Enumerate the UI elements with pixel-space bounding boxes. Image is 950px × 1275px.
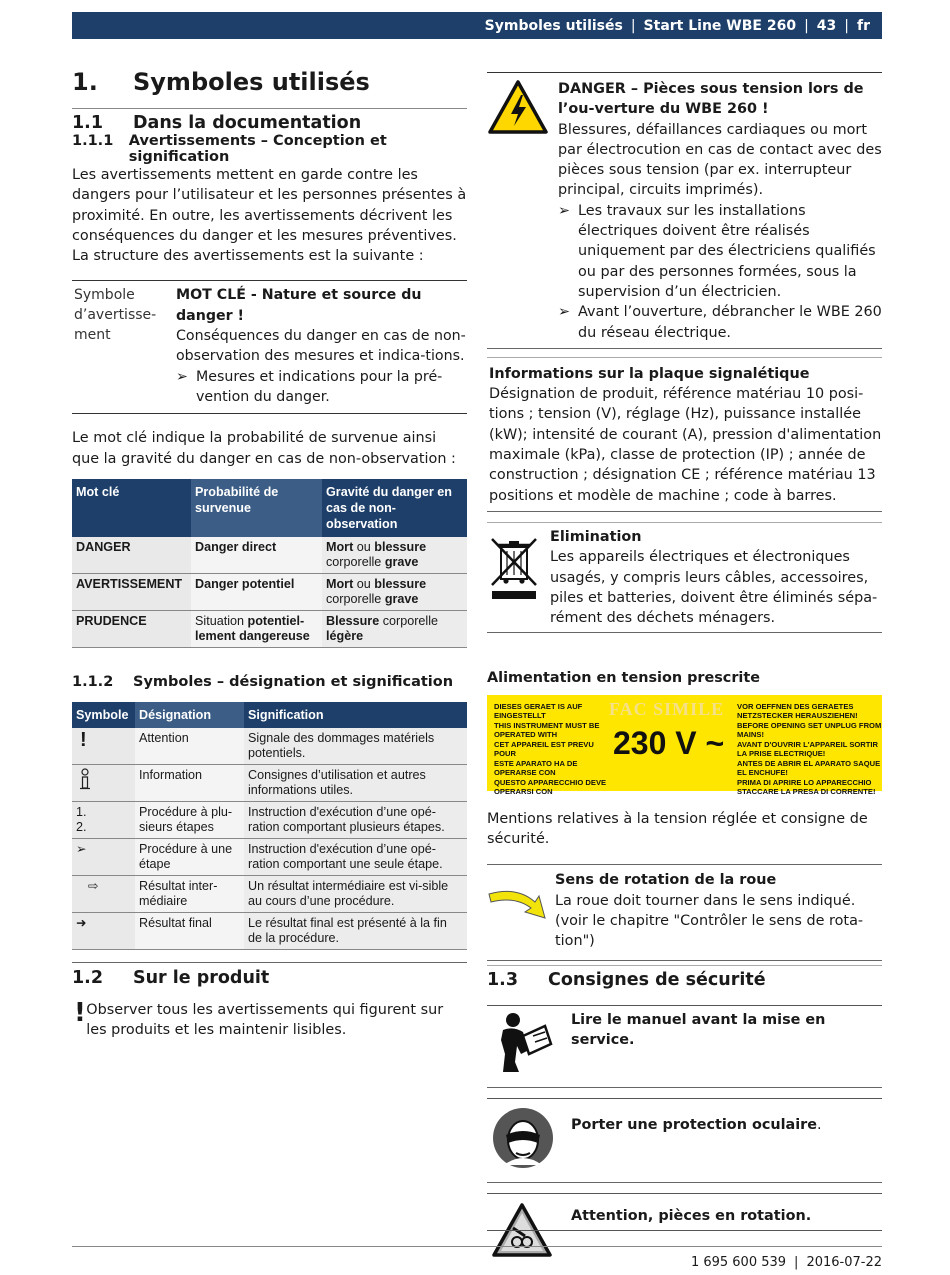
intro-paragraph: Les avertissements mettent en garde contre les dangers pour l’utilisateur et les personnes présentes à proximité. En outre, les avertissements décrivent les conséquences du danger et les mesures préventives. La structure des avertissements est la suivante : — [72, 167, 467, 265]
outline-arrow-icon: ⇨ — [88, 878, 99, 893]
table-row — [72, 838, 467, 875]
exclamation-icon: ! — [74, 997, 86, 1028]
warning-keyword-title: MOT CLÉ - Nature et source du danger ! — [176, 287, 422, 324]
heading-1-1-1 — [72, 133, 467, 165]
header-page-number: 43 — [816, 17, 837, 34]
heading-title: Dans la documentation — [133, 113, 362, 133]
heading-title: Sur le produit — [133, 967, 270, 988]
table-row — [72, 801, 467, 838]
exclamation-icon: ! — [80, 728, 87, 751]
table-cell: Procédure à plu-sieurs étapes — [135, 801, 244, 838]
plate-title: Informations sur la plaque signalétique — [489, 365, 810, 382]
rotation-block — [487, 865, 882, 959]
label-left-text: DIESES GERAET IS AUF EINGESTELLT THIS INSTRUMENT MUST BE OPERATED WITH CET APPAREIL EST PREVU POUR ESTE APARATO HA DE OPERARSE CON QUESTO APPARECCHIO DEVE OPERARSI CON — [494, 701, 607, 797]
document-date: 2016-07-22 — [806, 1255, 882, 1270]
table-header: Signification — [244, 702, 467, 728]
heading-1-2 — [72, 968, 467, 988]
heading-1-1-2 — [72, 674, 467, 690]
warning-symbol-label: Symbole d’avertisse-ment — [74, 287, 157, 344]
table-cell: Mort ou blessure corporelle grave — [322, 537, 467, 574]
table-header: Probabilité de survenue — [191, 479, 322, 537]
footer-divider — [72, 1246, 882, 1247]
label-right-text: VOR OEFFNEN DES GERAETES NETZSTECKER HERAUSZIEHEN! BEFORE OPENING SET UNPLUG FROM MAINS! AVANT D'OUVRIR L'APPAREIL SORTIR LA PRISE ELECTRIQUE! ANTES DE ABRIR EL APARATO SAQUE EL ENCHUFE! PRIMA DI APRIRE LO APPARECCHIO STACCARE LA PRESA DI CORRENTE! — [737, 701, 882, 797]
heading-title: Avertissements – Conception et signification — [128, 133, 387, 165]
heading-number: 1. — [72, 68, 98, 96]
rotation-arrow-icon — [487, 880, 551, 922]
table-row — [72, 573, 467, 610]
table-row — [72, 537, 467, 574]
warning-consequence: Conséquences du danger en cas de non-observation des mesures et indica-tions. — [176, 328, 466, 365]
danger-title: DANGER – Pièces sous tension lors de l’ou-verture du WBE 260 ! — [558, 81, 864, 118]
arrow-right-icon: ➜ — [76, 915, 87, 930]
left-column — [72, 68, 467, 1040]
heading-title: Symboles utilisés — [133, 68, 370, 96]
table-cell: Un résultat intermédiaire est vi-sible au cours d’une procédure. — [244, 875, 467, 912]
page-header — [72, 12, 882, 39]
table-cell — [72, 912, 135, 949]
table-cell: Consignes d’utilisation et autres informations utiles. — [244, 764, 467, 801]
table-header: Désignation — [135, 702, 244, 728]
table-cell — [72, 764, 135, 801]
heading-1-1 — [72, 113, 467, 133]
right-column — [487, 72, 882, 1253]
rotation-text: La roue doit tourner dans le sens indiqué. (voir le chapitre "Contrôler le sens de rota-tion") — [555, 892, 864, 950]
table-cell: Instruction d'exécution d’une opé-ration comportant une seule étape. — [244, 838, 467, 875]
danger-step: ➢ Avant l’ouverture, débrancher le WBE 260 du réseau électrique. — [558, 302, 882, 343]
arrowhead-icon: ➢ — [176, 368, 188, 385]
table-cell: Danger potentiel — [191, 573, 322, 610]
heading-number: 1.1.2 — [72, 673, 114, 690]
danger-text: Blessures, défaillances cardiaques ou mort par électrocution en cas de contact avec des pièces sous tension (par ex. interrupteur principal, circuits imprimés). — [558, 121, 882, 199]
danger-step: ➢ Les travaux sur les installations électriques doivent être réalisés uniquement par des électriciens qualifiés ou par des personnes formées, sous la supervision d’un électricien. — [558, 201, 882, 302]
safety-text: Porter une protection oculaire. — [571, 1116, 822, 1133]
table-row — [72, 875, 467, 912]
heading-title: Consignes de sécurité — [548, 969, 766, 990]
supply-text: Mentions relatives à la tension réglée et consigne de sécurité. — [487, 810, 868, 848]
info-icon — [78, 768, 92, 790]
elimination-block — [487, 523, 882, 632]
arrowhead-icon: ➢ — [558, 202, 571, 219]
safety-text: Attention, pièces en rotation. — [571, 1207, 812, 1224]
product-warning — [72, 997, 467, 1041]
table-cell — [72, 728, 135, 765]
arrowhead-icon: ➢ — [76, 841, 87, 856]
table-cell: Situation potentiel-lement dangereuse — [191, 610, 322, 647]
heading-1 — [72, 68, 467, 109]
warning-step-text: Mesures et indications pour la pré-vention du danger. — [196, 368, 443, 405]
table-cell: Résultat final — [135, 912, 244, 949]
header-language: fr — [857, 17, 870, 34]
symbols-table — [72, 702, 467, 950]
crossed-bin-icon — [487, 535, 541, 601]
page-footer — [691, 1255, 882, 1270]
heading-title: Symboles – désignation et signification — [133, 673, 454, 690]
electric-hazard-icon — [487, 79, 549, 135]
heading-number: 1.1 — [72, 113, 104, 133]
table-cell: Le résultat final est présenté à la fin de la procédure. — [244, 912, 467, 949]
table-cell: Procédure à une étape — [135, 838, 244, 875]
table-row — [72, 764, 467, 801]
header-separator: | — [804, 17, 809, 34]
table-cell — [72, 838, 135, 875]
table-header: Gravité du danger en cas de non-observation — [322, 479, 467, 537]
elimination-title: Elimination — [550, 528, 642, 545]
table-cell: Signale des dommages matériels potentiels. — [244, 728, 467, 765]
table-row — [72, 610, 467, 647]
keyword-paragraph: Le mot clé indique la probabilité de survenue ainsi que la gravité du danger en cas de non-observation : — [72, 430, 456, 467]
danger-block — [487, 73, 882, 343]
safety-text: Lire le manuel avant la mise en service. — [571, 1011, 826, 1048]
table-cell: Attention — [135, 728, 244, 765]
plate-text: Désignation de produit, référence matériau 10 posi-tions ; tension (V), réglage (Hz), puissance installée (kW); intensité de courant (A), pression d'alimentation maximale (kPa), classe de protection (IP) ; année de construction ; désignation CE ; référence matériau 13 positions et modèle de machine ; code à barres. — [489, 386, 882, 504]
plate-block — [487, 358, 882, 511]
header-product: Start Line WBE 260 — [643, 17, 797, 34]
arrowhead-icon: ➢ — [558, 304, 571, 321]
warning-step — [176, 367, 467, 408]
warning-structure-box — [72, 280, 467, 414]
table-cell: Instruction d'exécution d’une opé-ration comportant plusieurs étapes. — [244, 801, 467, 838]
read-manual-icon — [493, 1010, 553, 1072]
header-separator: | — [630, 17, 636, 34]
voltage-label-image — [487, 695, 882, 797]
table-cell: DANGER — [72, 537, 191, 574]
rotation-title: Sens de rotation de la roue — [555, 872, 777, 889]
table-header: Symbole — [72, 702, 135, 728]
footer-separator: | — [794, 1255, 799, 1270]
table-cell: 1. 2. — [72, 801, 135, 838]
header-section: Symboles utilisés — [484, 17, 623, 34]
table-row — [72, 912, 467, 949]
safety-row — [487, 1005, 882, 1087]
table-cell: PRUDENCE — [72, 610, 191, 647]
eye-protection-icon — [492, 1107, 554, 1169]
label-voltage: 230 V ~ — [613, 724, 725, 761]
heading-1-3 — [487, 970, 882, 990]
table-row — [72, 728, 467, 765]
table-cell: Danger direct — [191, 537, 322, 574]
document-number: 1 695 600 539 — [690, 1255, 787, 1270]
keyword-table — [72, 479, 467, 648]
heading-number: 1.1.1 — [72, 133, 114, 149]
product-warning-text: Observer tous les avertissements qui figurent sur les produits et les maintenir lisibles. — [86, 1001, 444, 1039]
elimination-text: Les appareils électriques et électroniques usagés, y compris leurs câbles, accessoires, piles et batteries, doivent être éliminés sépa-rément des déchets ménagers. — [550, 549, 878, 627]
table-cell: Résultat inter-médiaire — [135, 875, 244, 912]
table-cell: Information — [135, 764, 244, 801]
safety-row — [487, 1193, 882, 1253]
table-cell: Mort ou blessure corporelle grave — [322, 573, 467, 610]
header-separator: | — [844, 17, 849, 34]
table-cell: Blessure corporelle légère — [322, 610, 467, 647]
safety-row — [487, 1098, 882, 1174]
table-cell: AVERTISSEMENT — [72, 573, 191, 610]
heading-number: 1.3 — [487, 969, 519, 990]
table-header: Mot clé — [72, 479, 191, 537]
supply-title: Alimentation en tension prescrite — [487, 670, 761, 687]
heading-number: 1.2 — [72, 967, 104, 988]
label-watermark: FAC SIMILE — [609, 698, 725, 719]
table-cell — [72, 875, 135, 912]
